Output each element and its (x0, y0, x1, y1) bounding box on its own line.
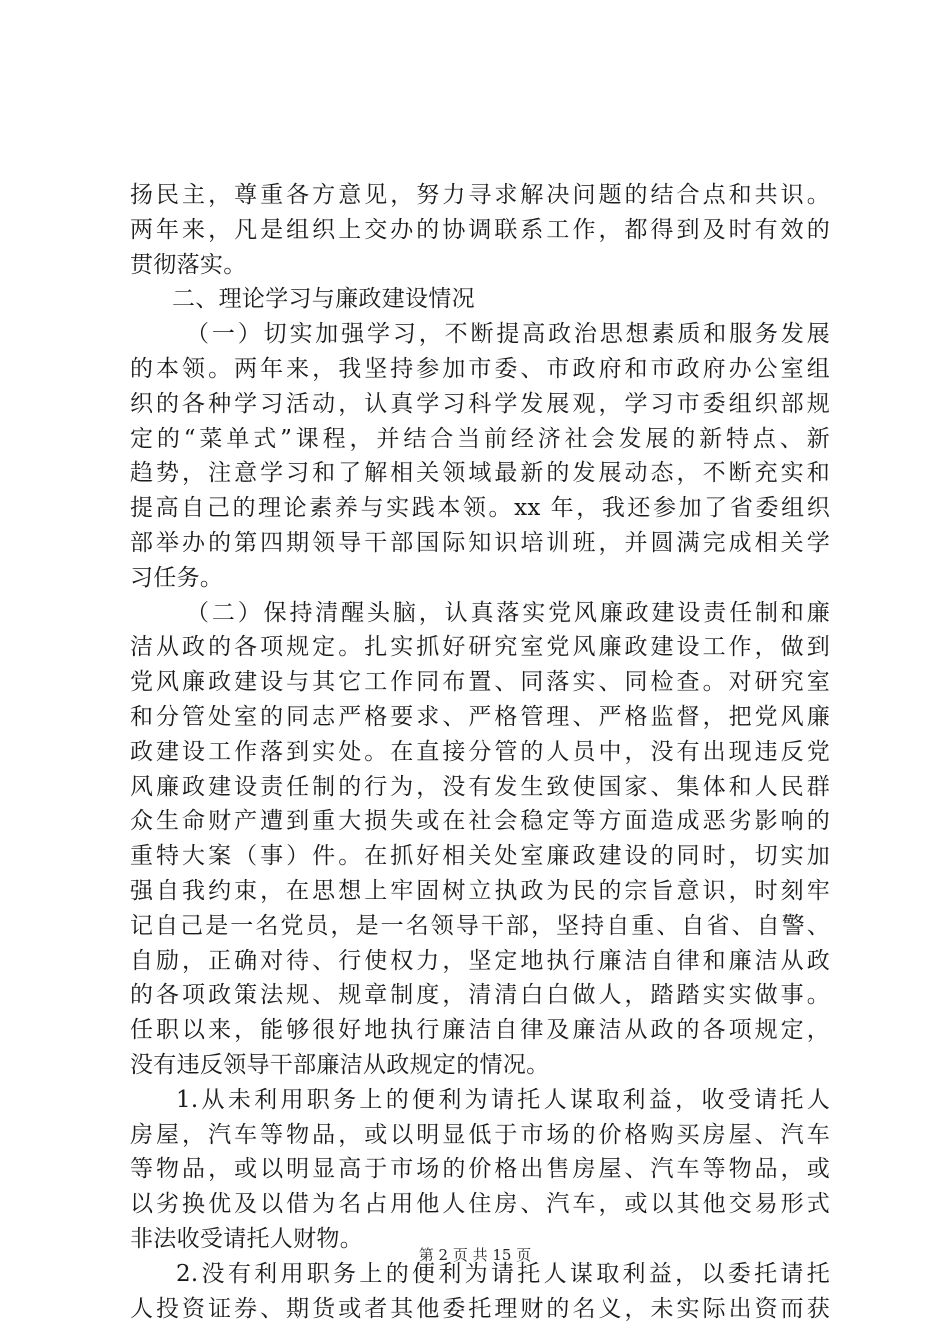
text-line: 洁从政的各项规定。扎实抓好研究室党风廉政建设工作，做到 (130, 634, 830, 661)
text-line: 重特大案（事）件。在抓好相关处室廉政建设的同时，切实加 (130, 843, 830, 870)
text-line: 记自己是一名党员，是一名领导干部，坚持自重、自省、自警、 (130, 912, 830, 939)
text-line: 贯彻落实。 (130, 251, 247, 278)
text-line: 定的“菜单式”课程，并结合当前经济社会发展的新特点、新 (130, 425, 830, 452)
text-line: 扬民主，尊重各方意见，努力寻求解决问题的结合点和共识。 (130, 182, 830, 208)
list-item-text: 1.从未利用职务上的便利为请托人谋取利益，收受请托人 (176, 1086, 830, 1113)
section-heading: 二、理论学习与廉政建设情况 (172, 286, 475, 313)
text-line: 自励，正确对待、行使权力，坚定地执行廉洁自律和廉洁从政 (130, 947, 830, 974)
text-line: 趋势，注意学习和了解相关领域最新的发展动态，不断充实和 (130, 460, 830, 487)
text-line: 的各项政策法规、规章制度，清清白白做人，踏踏实实做事。 (130, 982, 830, 1009)
text-line: 习任务。 (130, 564, 224, 591)
text-line: 部举办的第四期领导干部国际知识培训班，并圆满完成相关学 (130, 529, 830, 556)
subsection-heading: （一）切实加强学习，不断提高政治思想素质和服务发展 (186, 321, 830, 348)
list-item-text: 2.没有利用职务上的便利为请托人谋取利益，以委托请托 (176, 1260, 830, 1287)
text-line: 等物品，或以明显高于市场的价格出售房屋、汽车等物品，或 (130, 1156, 830, 1183)
document-body (130, 178, 830, 1326)
text-line: 非法收受请托人财物。 (130, 1225, 363, 1252)
text-line: 强自我约束，在思想上牢固树立执政为民的宗旨意识，时刻牢 (130, 877, 830, 904)
text-line: 风廉政建设责任制的行为，没有发生致使国家、集体和人民群 (130, 773, 830, 800)
text-line: 政建设工作落到实处。在直接分管的人员中，没有出现违反党 (130, 738, 830, 765)
text-line: 众生命财产遭到重大损失或在社会稳定等方面造成恶劣影响的 (130, 808, 830, 835)
text-line: 提高自己的理论素养与实践本领。xx 年，我还参加了省委组织 (130, 495, 830, 522)
text-line: 的本领。两年来，我坚持参加市委、市政府和市政府办公室组 (130, 355, 830, 382)
subsection-heading: （二）保持清醒头脑，认真落实党风廉政建设责任制和廉 (186, 599, 830, 626)
text-line: 任职以来，能够很好地执行廉洁自律及廉洁从政的各项规定， (130, 1017, 830, 1044)
text-line: 两年来，凡是组织上交办的协调联系工作，都得到及时有效的 (130, 216, 830, 243)
text-line: 党风廉政建设与其它工作同布置、同落实、同检查。对研究室 (130, 669, 830, 696)
text-line: 房屋，汽车等物品，或以明显低于市场的价格购买房屋、汽车 (130, 1121, 830, 1148)
text-line: 没有违反领导干部廉洁从政规定的情况。 (130, 1051, 550, 1078)
text-line: 和分管处室的同志严格要求、严格管理、严格监督，把党风廉 (130, 703, 830, 730)
text-line: 以劣换优及以借为名占用他人住房、汽车，或以其他交易形式 (130, 1191, 830, 1218)
text-line: 织的各种学习活动，认真学习科学发展观，学习市委组织部规 (130, 390, 830, 417)
page-number-footer: 第 2 页 共 15 页 (418, 1246, 532, 1264)
text-line: 人投资证券、期货或者其他委托理财的名义，未实际出资而获 (130, 1295, 830, 1322)
